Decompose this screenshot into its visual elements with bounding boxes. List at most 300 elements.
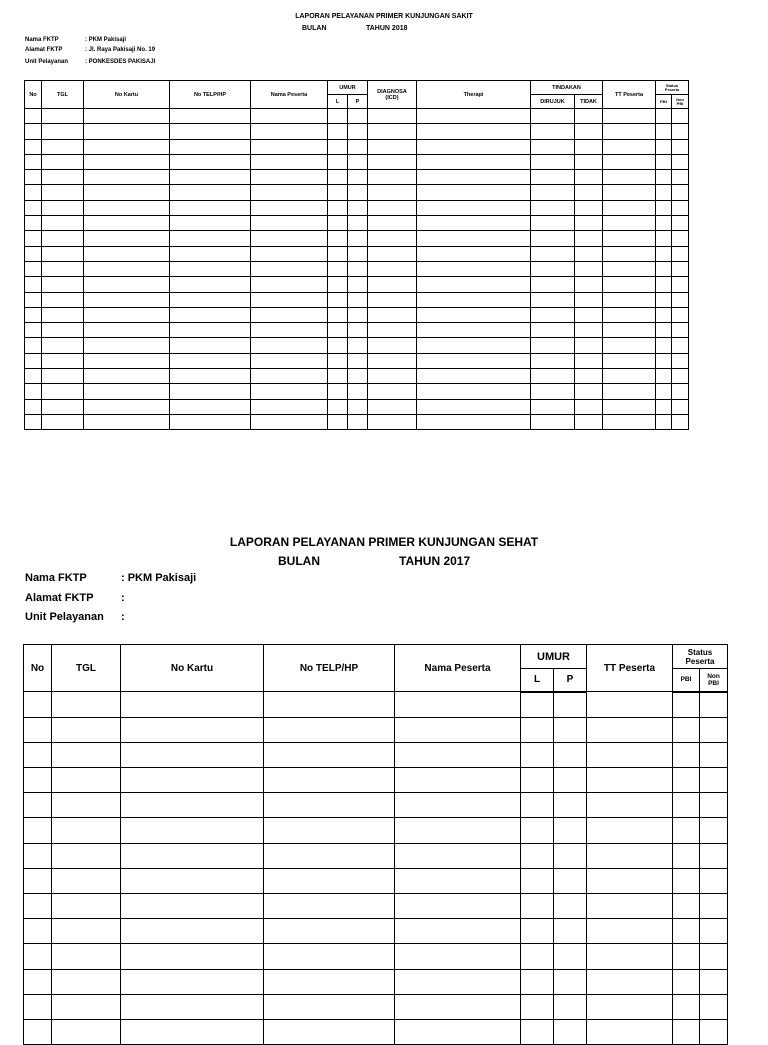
table-cell[interactable]: [417, 369, 531, 384]
table-cell[interactable]: [121, 868, 264, 893]
table-cell[interactable]: [395, 768, 521, 793]
table-cell[interactable]: [587, 742, 673, 767]
table-cell[interactable]: [264, 793, 395, 818]
table-cell[interactable]: [672, 109, 689, 124]
table-cell[interactable]: [672, 353, 689, 368]
table-cell[interactable]: [395, 944, 521, 969]
table-cell[interactable]: [700, 919, 728, 944]
table-cell[interactable]: [368, 231, 417, 246]
table-cell[interactable]: [575, 384, 603, 399]
table-cell[interactable]: [417, 399, 531, 414]
table-cell[interactable]: [348, 261, 368, 276]
table-cell[interactable]: [417, 154, 531, 169]
table-cell[interactable]: [603, 323, 656, 338]
table-cell[interactable]: [348, 109, 368, 124]
table-cell[interactable]: [24, 1019, 52, 1044]
table-cell[interactable]: [170, 200, 251, 215]
table-cell[interactable]: [42, 200, 84, 215]
table-cell[interactable]: [348, 414, 368, 429]
table-cell[interactable]: [395, 692, 521, 718]
table-cell[interactable]: [672, 323, 689, 338]
table-cell[interactable]: [521, 692, 554, 718]
table-cell[interactable]: [417, 170, 531, 185]
table-cell[interactable]: [587, 944, 673, 969]
table-cell[interactable]: [52, 894, 121, 919]
table-cell[interactable]: [25, 261, 42, 276]
table-cell[interactable]: [328, 139, 348, 154]
table-cell[interactable]: [84, 384, 170, 399]
table-cell[interactable]: [656, 384, 672, 399]
table-cell[interactable]: [395, 843, 521, 868]
table-cell[interactable]: [348, 353, 368, 368]
table-cell[interactable]: [603, 292, 656, 307]
table-cell[interactable]: [84, 170, 170, 185]
table-cell[interactable]: [672, 185, 689, 200]
table-cell[interactable]: [575, 216, 603, 231]
table-cell[interactable]: [42, 231, 84, 246]
table-cell[interactable]: [531, 109, 575, 124]
table-cell[interactable]: [587, 969, 673, 994]
table-cell[interactable]: [417, 414, 531, 429]
table-cell[interactable]: [368, 307, 417, 322]
table-cell[interactable]: [121, 1019, 264, 1044]
table-cell[interactable]: [328, 109, 348, 124]
table-cell[interactable]: [170, 414, 251, 429]
table-cell[interactable]: [84, 399, 170, 414]
table-cell[interactable]: [575, 338, 603, 353]
table-cell[interactable]: [251, 261, 328, 276]
table-cell[interactable]: [656, 277, 672, 292]
table-cell[interactable]: [554, 692, 587, 718]
table-cell[interactable]: [395, 742, 521, 767]
table-cell[interactable]: [575, 231, 603, 246]
table-cell[interactable]: [603, 338, 656, 353]
table-cell[interactable]: [348, 323, 368, 338]
table-cell[interactable]: [24, 944, 52, 969]
table-cell[interactable]: [700, 868, 728, 893]
table-cell[interactable]: [251, 231, 328, 246]
table-cell[interactable]: [328, 246, 348, 261]
table-cell[interactable]: [531, 414, 575, 429]
table-cell[interactable]: [700, 843, 728, 868]
table-cell[interactable]: [52, 768, 121, 793]
table-cell[interactable]: [672, 414, 689, 429]
table-cell[interactable]: [554, 919, 587, 944]
table-cell[interactable]: [531, 384, 575, 399]
table-cell[interactable]: [170, 399, 251, 414]
table-cell[interactable]: [587, 717, 673, 742]
table-cell[interactable]: [348, 124, 368, 139]
table-cell[interactable]: [417, 384, 531, 399]
table-cell[interactable]: [587, 894, 673, 919]
table-cell[interactable]: [251, 246, 328, 261]
table-cell[interactable]: [575, 277, 603, 292]
table-cell[interactable]: [554, 969, 587, 994]
table-cell[interactable]: [24, 919, 52, 944]
table-cell[interactable]: [575, 109, 603, 124]
table-cell[interactable]: [348, 154, 368, 169]
table-cell[interactable]: [251, 124, 328, 139]
table-cell[interactable]: [368, 200, 417, 215]
table-cell[interactable]: [84, 414, 170, 429]
table-cell[interactable]: [700, 793, 728, 818]
table-cell[interactable]: [575, 353, 603, 368]
table-cell[interactable]: [348, 139, 368, 154]
table-cell[interactable]: [395, 868, 521, 893]
table-cell[interactable]: [554, 717, 587, 742]
table-cell[interactable]: [121, 969, 264, 994]
table-cell[interactable]: [24, 692, 52, 718]
table-cell[interactable]: [531, 170, 575, 185]
table-cell[interactable]: [554, 768, 587, 793]
table-cell[interactable]: [603, 170, 656, 185]
table-cell[interactable]: [531, 399, 575, 414]
table-cell[interactable]: [25, 139, 42, 154]
table-cell[interactable]: [121, 994, 264, 1019]
table-cell[interactable]: [24, 894, 52, 919]
table-cell[interactable]: [672, 399, 689, 414]
table-cell[interactable]: [264, 894, 395, 919]
table-cell[interactable]: [672, 246, 689, 261]
table-cell[interactable]: [24, 818, 52, 843]
table-cell[interactable]: [575, 369, 603, 384]
table-cell[interactable]: [121, 768, 264, 793]
table-cell[interactable]: [25, 231, 42, 246]
table-cell[interactable]: [417, 292, 531, 307]
table-cell[interactable]: [521, 944, 554, 969]
table-cell[interactable]: [264, 944, 395, 969]
table-cell[interactable]: [672, 124, 689, 139]
table-cell[interactable]: [84, 231, 170, 246]
table-cell[interactable]: [42, 277, 84, 292]
table-cell[interactable]: [170, 261, 251, 276]
table-cell[interactable]: [25, 338, 42, 353]
table-cell[interactable]: [251, 200, 328, 215]
table-cell[interactable]: [84, 185, 170, 200]
table-cell[interactable]: [554, 793, 587, 818]
table-cell[interactable]: [554, 1019, 587, 1044]
table-cell[interactable]: [121, 919, 264, 944]
table-cell[interactable]: [368, 399, 417, 414]
table-cell[interactable]: [417, 323, 531, 338]
table-cell[interactable]: [700, 717, 728, 742]
table-cell[interactable]: [603, 384, 656, 399]
table-cell[interactable]: [328, 307, 348, 322]
table-cell[interactable]: [25, 124, 42, 139]
table-cell[interactable]: [328, 170, 348, 185]
table-cell[interactable]: [25, 170, 42, 185]
table-cell[interactable]: [251, 185, 328, 200]
table-cell[interactable]: [603, 154, 656, 169]
table-cell[interactable]: [52, 818, 121, 843]
table-cell[interactable]: [575, 399, 603, 414]
table-cell[interactable]: [672, 384, 689, 399]
table-cell[interactable]: [84, 261, 170, 276]
table-cell[interactable]: [575, 124, 603, 139]
table-cell[interactable]: [656, 261, 672, 276]
table-cell[interactable]: [521, 919, 554, 944]
table-cell[interactable]: [84, 277, 170, 292]
table-cell[interactable]: [328, 154, 348, 169]
table-cell[interactable]: [575, 261, 603, 276]
table-cell[interactable]: [42, 353, 84, 368]
table-cell[interactable]: [672, 216, 689, 231]
table-cell[interactable]: [417, 338, 531, 353]
table-cell[interactable]: [673, 868, 700, 893]
table-cell[interactable]: [368, 154, 417, 169]
table-cell[interactable]: [52, 742, 121, 767]
table-cell[interactable]: [348, 369, 368, 384]
table-cell[interactable]: [24, 843, 52, 868]
table-cell[interactable]: [531, 185, 575, 200]
table-cell[interactable]: [587, 793, 673, 818]
table-cell[interactable]: [521, 894, 554, 919]
table-cell[interactable]: [673, 994, 700, 1019]
table-cell[interactable]: [521, 717, 554, 742]
table-cell[interactable]: [554, 742, 587, 767]
table-cell[interactable]: [24, 742, 52, 767]
table-cell[interactable]: [42, 399, 84, 414]
table-cell[interactable]: [251, 338, 328, 353]
table-cell[interactable]: [417, 109, 531, 124]
table-cell[interactable]: [52, 919, 121, 944]
table-cell[interactable]: [368, 277, 417, 292]
table-cell[interactable]: [672, 369, 689, 384]
table-cell[interactable]: [587, 919, 673, 944]
table-cell[interactable]: [348, 292, 368, 307]
table-cell[interactable]: [24, 793, 52, 818]
table-cell[interactable]: [84, 216, 170, 231]
table-cell[interactable]: [554, 894, 587, 919]
table-cell[interactable]: [656, 292, 672, 307]
table-cell[interactable]: [328, 353, 348, 368]
table-cell[interactable]: [575, 200, 603, 215]
table-cell[interactable]: [368, 369, 417, 384]
table-cell[interactable]: [603, 369, 656, 384]
table-cell[interactable]: [24, 768, 52, 793]
table-cell[interactable]: [672, 307, 689, 322]
table-cell[interactable]: [328, 369, 348, 384]
table-cell[interactable]: [348, 384, 368, 399]
table-cell[interactable]: [84, 338, 170, 353]
table-cell[interactable]: [417, 277, 531, 292]
table-cell[interactable]: [368, 414, 417, 429]
table-cell[interactable]: [328, 231, 348, 246]
table-cell[interactable]: [42, 109, 84, 124]
table-cell[interactable]: [264, 868, 395, 893]
table-cell[interactable]: [656, 399, 672, 414]
table-cell[interactable]: [368, 338, 417, 353]
table-cell[interactable]: [25, 246, 42, 261]
table-cell[interactable]: [656, 353, 672, 368]
table-cell[interactable]: [603, 124, 656, 139]
table-cell[interactable]: [251, 369, 328, 384]
table-cell[interactable]: [575, 139, 603, 154]
table-cell[interactable]: [52, 843, 121, 868]
table-cell[interactable]: [121, 944, 264, 969]
table-cell[interactable]: [348, 216, 368, 231]
table-cell[interactable]: [170, 384, 251, 399]
table-cell[interactable]: [587, 843, 673, 868]
table-cell[interactable]: [531, 307, 575, 322]
table-cell[interactable]: [328, 216, 348, 231]
table-cell[interactable]: [417, 124, 531, 139]
table-cell[interactable]: [251, 277, 328, 292]
table-cell[interactable]: [575, 323, 603, 338]
table-cell[interactable]: [52, 1019, 121, 1044]
table-cell[interactable]: [603, 261, 656, 276]
table-cell[interactable]: [251, 353, 328, 368]
table-cell[interactable]: [575, 154, 603, 169]
table-cell[interactable]: [395, 793, 521, 818]
table-cell[interactable]: [587, 818, 673, 843]
table-cell[interactable]: [417, 261, 531, 276]
table-cell[interactable]: [42, 323, 84, 338]
table-cell[interactable]: [170, 323, 251, 338]
table-cell[interactable]: [84, 124, 170, 139]
table-cell[interactable]: [24, 969, 52, 994]
table-cell[interactable]: [84, 292, 170, 307]
table-cell[interactable]: [42, 216, 84, 231]
table-cell[interactable]: [603, 246, 656, 261]
table-cell[interactable]: [42, 292, 84, 307]
table-cell[interactable]: [25, 216, 42, 231]
table-cell[interactable]: [170, 353, 251, 368]
table-cell[interactable]: [417, 353, 531, 368]
table-cell[interactable]: [170, 246, 251, 261]
table-cell[interactable]: [656, 139, 672, 154]
table-cell[interactable]: [328, 323, 348, 338]
table-cell[interactable]: [121, 717, 264, 742]
table-cell[interactable]: [603, 277, 656, 292]
table-cell[interactable]: [170, 307, 251, 322]
table-cell[interactable]: [575, 185, 603, 200]
table-cell[interactable]: [368, 124, 417, 139]
table-cell[interactable]: [575, 170, 603, 185]
table-cell[interactable]: [587, 1019, 673, 1044]
table-cell[interactable]: [84, 200, 170, 215]
table-cell[interactable]: [25, 277, 42, 292]
table-cell[interactable]: [368, 170, 417, 185]
table-cell[interactable]: [84, 109, 170, 124]
table-cell[interactable]: [395, 919, 521, 944]
table-cell[interactable]: [603, 231, 656, 246]
table-cell[interactable]: [52, 868, 121, 893]
table-cell[interactable]: [673, 768, 700, 793]
table-cell[interactable]: [170, 154, 251, 169]
table-cell[interactable]: [84, 353, 170, 368]
table-cell[interactable]: [521, 1019, 554, 1044]
table-cell[interactable]: [673, 793, 700, 818]
table-cell[interactable]: [656, 307, 672, 322]
table-cell[interactable]: [24, 717, 52, 742]
table-cell[interactable]: [52, 944, 121, 969]
table-cell[interactable]: [52, 793, 121, 818]
table-cell[interactable]: [121, 742, 264, 767]
table-cell[interactable]: [672, 277, 689, 292]
table-cell[interactable]: [368, 139, 417, 154]
table-cell[interactable]: [84, 154, 170, 169]
table-cell[interactable]: [170, 216, 251, 231]
table-cell[interactable]: [672, 231, 689, 246]
table-cell[interactable]: [603, 200, 656, 215]
table-cell[interactable]: [52, 994, 121, 1019]
table-cell[interactable]: [603, 109, 656, 124]
table-cell[interactable]: [52, 717, 121, 742]
table-cell[interactable]: [251, 414, 328, 429]
table-cell[interactable]: [673, 717, 700, 742]
table-cell[interactable]: [121, 843, 264, 868]
table-cell[interactable]: [264, 1019, 395, 1044]
table-cell[interactable]: [603, 414, 656, 429]
table-cell[interactable]: [368, 323, 417, 338]
table-cell[interactable]: [417, 216, 531, 231]
table-cell[interactable]: [575, 307, 603, 322]
table-cell[interactable]: [656, 369, 672, 384]
table-cell[interactable]: [368, 384, 417, 399]
table-cell[interactable]: [42, 414, 84, 429]
table-cell[interactable]: [84, 369, 170, 384]
table-cell[interactable]: [170, 369, 251, 384]
table-cell[interactable]: [170, 231, 251, 246]
table-cell[interactable]: [395, 894, 521, 919]
table-cell[interactable]: [25, 292, 42, 307]
table-cell[interactable]: [700, 1019, 728, 1044]
table-cell[interactable]: [521, 768, 554, 793]
table-cell[interactable]: [264, 843, 395, 868]
table-cell[interactable]: [656, 216, 672, 231]
table-cell[interactable]: [264, 994, 395, 1019]
table-cell[interactable]: [531, 139, 575, 154]
table-cell[interactable]: [395, 717, 521, 742]
table-cell[interactable]: [42, 185, 84, 200]
table-cell[interactable]: [603, 353, 656, 368]
table-cell[interactable]: [251, 384, 328, 399]
table-cell[interactable]: [587, 692, 673, 718]
table-cell[interactable]: [603, 307, 656, 322]
table-cell[interactable]: [700, 944, 728, 969]
table-cell[interactable]: [348, 231, 368, 246]
table-cell[interactable]: [25, 399, 42, 414]
table-cell[interactable]: [395, 994, 521, 1019]
table-cell[interactable]: [672, 292, 689, 307]
table-cell[interactable]: [348, 185, 368, 200]
table-cell[interactable]: [328, 338, 348, 353]
table-cell[interactable]: [672, 139, 689, 154]
table-cell[interactable]: [673, 692, 700, 718]
table-cell[interactable]: [531, 277, 575, 292]
table-cell[interactable]: [264, 818, 395, 843]
table-cell[interactable]: [700, 818, 728, 843]
table-cell[interactable]: [531, 200, 575, 215]
table-cell[interactable]: [672, 338, 689, 353]
table-cell[interactable]: [531, 323, 575, 338]
table-cell[interactable]: [656, 185, 672, 200]
table-cell[interactable]: [673, 894, 700, 919]
table-cell[interactable]: [531, 231, 575, 246]
table-cell[interactable]: [264, 742, 395, 767]
table-cell[interactable]: [251, 109, 328, 124]
table-cell[interactable]: [368, 353, 417, 368]
table-cell[interactable]: [672, 261, 689, 276]
table-cell[interactable]: [84, 307, 170, 322]
table-cell[interactable]: [170, 338, 251, 353]
table-cell[interactable]: [656, 124, 672, 139]
table-cell[interactable]: [417, 200, 531, 215]
table-cell[interactable]: [24, 868, 52, 893]
table-cell[interactable]: [521, 969, 554, 994]
table-cell[interactable]: [521, 843, 554, 868]
